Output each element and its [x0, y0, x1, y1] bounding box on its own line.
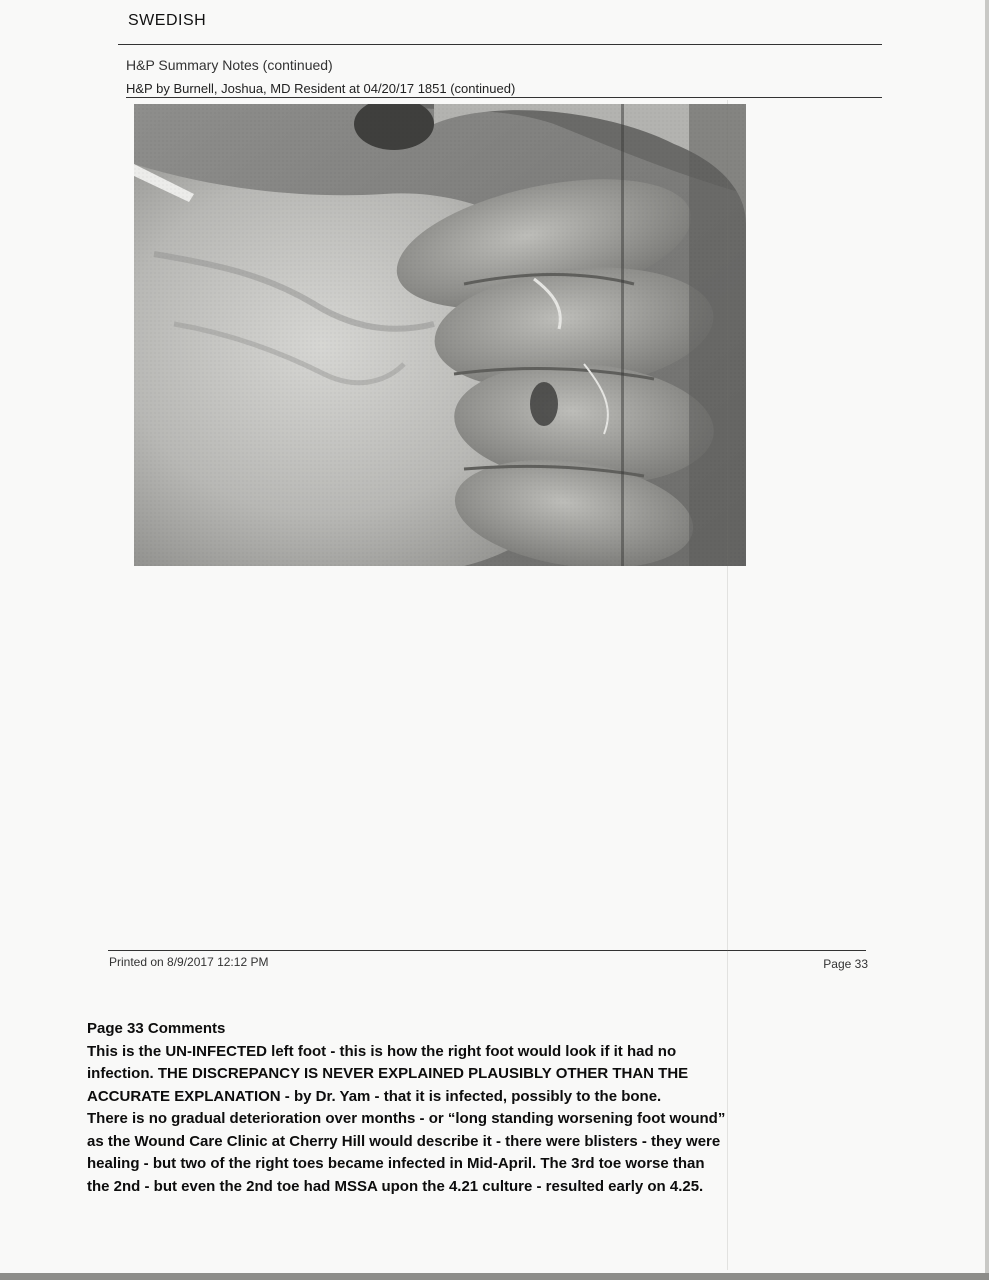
comment-line: as the Wound Care Clinic at Cherry Hill would describe it - there were blisters - they were: [87, 1132, 721, 1150]
scan-edge: [985, 0, 989, 1280]
foot-photo: [134, 104, 746, 566]
comment-line: healing - but two of the right toes became infected in Mid-April. The 3rd toe worse than: [87, 1155, 705, 1172]
comment-line: infection. THE DISCREPANCY IS NEVER EXPLAINED PLAUSIBLY OTHER THAN THE: [87, 1065, 689, 1082]
scan-fold-line: [727, 100, 728, 1270]
hospital-brand: SWEDISH: [128, 12, 207, 29]
foot-photo-icon: [134, 104, 746, 566]
author-line: H&P by Burnell, Joshua, MD Resident at 04/20/17 1851 (continued): [126, 81, 882, 98]
footer-rule: [108, 950, 866, 951]
printed-date: Printed on 8/9/2017 12:12 PM: [109, 955, 269, 969]
comment-line: This is the UN-INFECTED left foot - this is how the right foot would look if it had no: [87, 1042, 677, 1060]
comment-line: ACCURATE EXPLANATION - by Dr. Yam - that it is infected, possibly to the bone.: [87, 1087, 662, 1105]
page-number: Page 33: [823, 957, 868, 971]
comment-line: There is no gradual deterioration over months - or “long standing worsening foot wound”: [87, 1110, 726, 1127]
header-rule: [118, 44, 882, 45]
page-comments: [87, 1018, 897, 1198]
comments-heading: Page 33 Comments: [87, 1020, 226, 1037]
scan-edge: [0, 1273, 989, 1280]
comment-line: the 2nd - but even the 2nd toe had MSSA upon the 4.21 culture - resulted early on 4.25.: [87, 1177, 704, 1195]
document-title: H&P Summary Notes (continued): [126, 57, 333, 73]
